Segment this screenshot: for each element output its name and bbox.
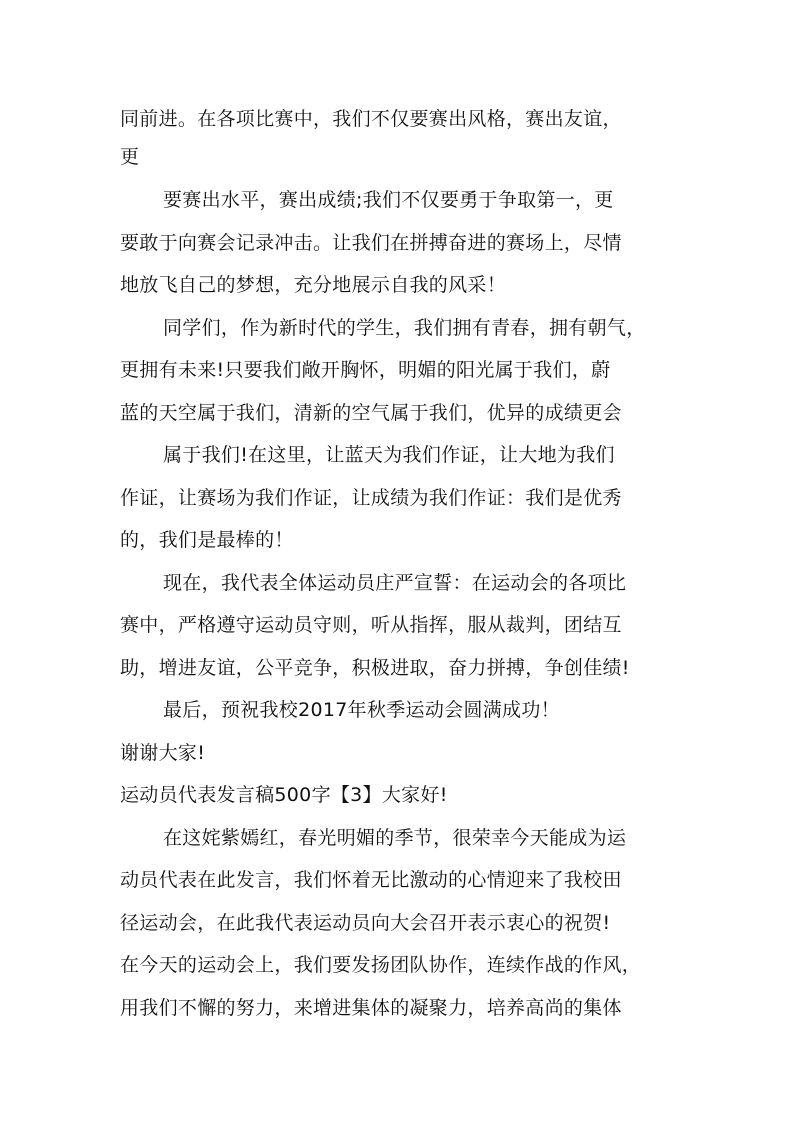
text-line: 蓝的天空属于我们，清新的空气属于我们，优异的成绩更会 [120,402,622,424]
text-line: 要赛出水平，赛出成绩;我们不仅要勇于争取第一，更 [163,189,614,211]
text-line: 动员代表在此发言，我们怀着无比激动的心情迎来了我校田 [120,869,622,891]
text-line: 更 [120,146,140,168]
text-line: 的，我们是最棒的！ [120,529,294,551]
text-line: 在今天的运动会上，我们要发扬团队协作，连续作战的作风， [120,954,642,976]
text-line: 现在，我代表全体运动员庄严宣誓：在运动会的各项比 [163,572,627,594]
text-line: 属于我们!在这里，让蓝天为我们作证，让大地为我们 [163,444,615,466]
text-line: 在这姹紫嫣红，春光明媚的季节，很荣幸今天能成为运 [163,827,627,849]
text-line: 作证，让赛场为我们作证，让成绩为我们作证：我们是优秀 [120,487,622,509]
text-line: 谢谢大家! [120,742,206,764]
text-line: 助，增进友谊，公平竞争，积极进取，奋力拼搏，争创佳绩! [120,657,630,679]
text-line: 要敢于向赛会记录冲击。让我们在拼搏奋进的赛场上，尽情 [120,232,622,254]
section-heading: 运动员代表发言稿500字【3】大家好! [120,784,448,806]
text-line: 赛中，严格遵守运动员守则，听从指挥，服从裁判，团结互 [120,614,622,636]
text-line: 同学们，作为新时代的学生，我们拥有青春，拥有朝气， [163,317,646,339]
text-line: 同前进。在各项比赛中，我们不仅要赛出风格，赛出友谊， [120,108,622,130]
text-line: 更拥有未来!只要我们敞开胸怀，明媚的阳光属于我们，蔚 [120,359,611,381]
text-line: 地放飞自己的梦想，充分地展示自我的风采！ [120,274,507,296]
text-line: 径运动会，在此我代表运动员向大会召开表示衷心的祝贺! [120,912,611,934]
text-line: 用我们不懈的努力，来增进集体的凝聚力，培养高尚的集体 [120,997,622,1019]
text-line: 最后，预祝我校2017年秋季运动会圆满成功！ [163,699,560,721]
